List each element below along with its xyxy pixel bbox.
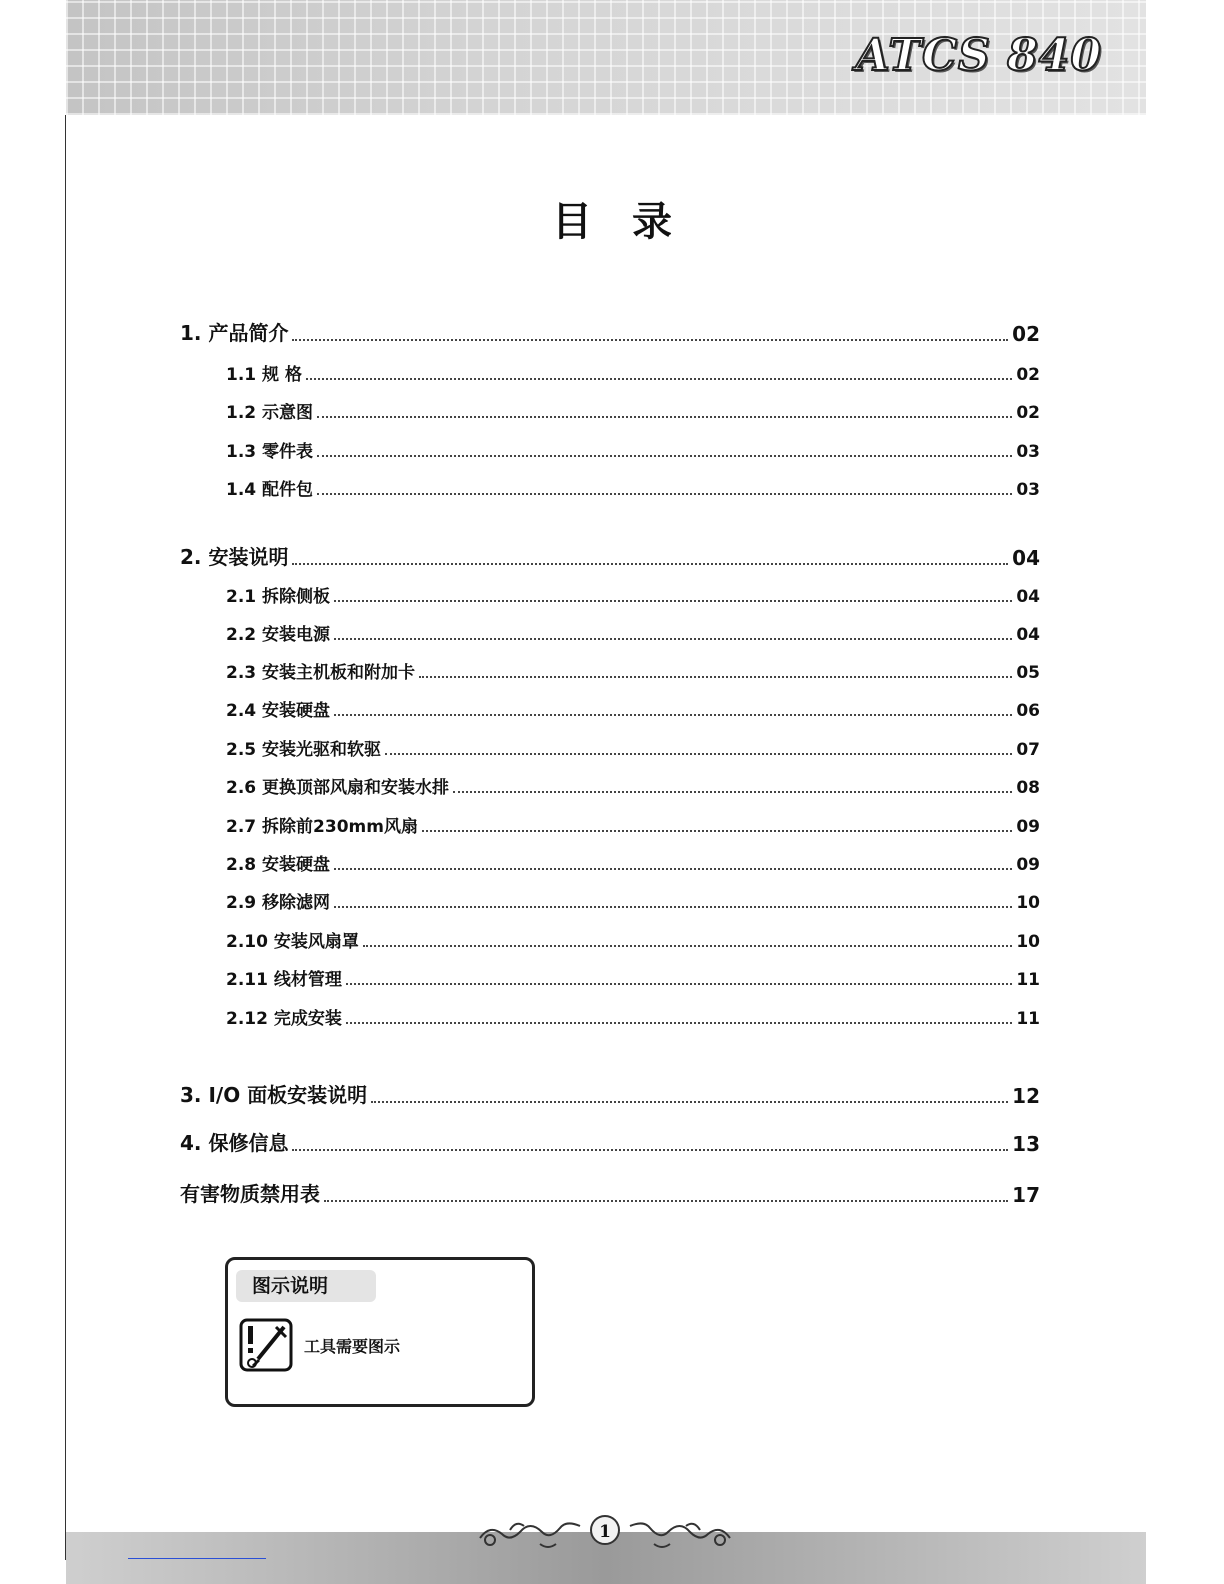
toc-entry-label: 2.6 更换顶部风扇和安装水排	[226, 778, 450, 798]
toc-leader-dots	[306, 378, 1012, 380]
toc-entry-page: 03	[1016, 442, 1040, 462]
toc-entry[interactable]	[180, 432, 1040, 462]
toc-entry-page: 12	[1012, 1084, 1040, 1108]
toc-entry-page: 10	[1016, 893, 1040, 913]
toc-entry-page: 10	[1016, 932, 1040, 952]
toc-entry-label: 1.3 零件表	[226, 442, 314, 462]
tool-icon	[238, 1317, 294, 1373]
toc-entry[interactable]	[180, 615, 1040, 645]
toc-entry[interactable]	[180, 577, 1040, 607]
toc-entry[interactable]	[180, 355, 1040, 385]
toc-entry-page: 05	[1016, 663, 1040, 683]
toc-entry[interactable]	[180, 691, 1040, 721]
toc-entry-page: 02	[1016, 403, 1040, 423]
toc-leader-dots	[346, 1022, 1012, 1024]
toc-entry-label: 4. 保修信息	[180, 1131, 289, 1155]
brand-logo: ATCS 840	[855, 30, 1102, 81]
toc-leader-dots	[419, 676, 1012, 678]
toc-entry-label: 2.5 安装光驱和软驱	[226, 740, 382, 760]
toc-entry[interactable]	[180, 960, 1040, 990]
toc-entry-label: 2.4 安装硬盘	[226, 701, 331, 721]
toc-entry[interactable]	[180, 316, 1040, 346]
toc-entry-page: 04	[1016, 625, 1040, 645]
toc-leader-dots	[292, 563, 1008, 565]
toc-entry[interactable]	[180, 883, 1040, 913]
toc-entry-label: 2.8 安装硬盘	[226, 855, 331, 875]
legend-title: 图示说明	[236, 1270, 376, 1302]
toc-entry-label: 3. I/O 面板安装说明	[180, 1083, 368, 1107]
toc-entry[interactable]	[180, 768, 1040, 798]
toc-leader-dots	[292, 339, 1008, 341]
toc-entry-label: 2. 安装说明	[180, 545, 289, 569]
toc-entry-page: 11	[1016, 970, 1040, 990]
toc-leader-dots	[317, 455, 1012, 457]
toc-leader-dots	[324, 1200, 1008, 1202]
toc-leader-dots	[371, 1101, 1008, 1103]
toc-entry[interactable]	[180, 1177, 1040, 1207]
toc-entry[interactable]	[180, 730, 1040, 760]
toc-entry-page: 13	[1012, 1132, 1040, 1156]
toc-leader-dots	[334, 600, 1012, 602]
toc-entry-label: 1.1 规 格	[226, 365, 302, 385]
toc-entry-page: 17	[1012, 1183, 1040, 1207]
toc-entry[interactable]	[180, 999, 1040, 1029]
footer-link-underline	[128, 1558, 266, 1559]
toc-entry-label: 2.3 安装主机板和附加卡	[226, 663, 416, 683]
toc-entry-label: 2.2 安装电源	[226, 625, 331, 645]
toc-entry-label: 1. 产品简介	[180, 321, 289, 345]
toc-leader-dots	[453, 791, 1012, 793]
toc-entry[interactable]	[180, 845, 1040, 875]
toc-entry-page: 03	[1016, 480, 1040, 500]
legend-text: 工具需要图示	[304, 1337, 401, 1356]
toc-leader-dots	[363, 945, 1012, 947]
toc-leader-dots	[292, 1149, 1008, 1151]
toc-leader-dots	[334, 638, 1012, 640]
page-title: 目录	[552, 199, 712, 245]
toc-entry-label: 2.9 移除滤网	[226, 893, 331, 913]
toc-leader-dots	[334, 868, 1012, 870]
toc-entry-label: 2.11 线材管理	[226, 970, 342, 990]
legend-box	[225, 1257, 535, 1407]
toc-entry[interactable]	[180, 1078, 1040, 1108]
toc-entry-page: 04	[1012, 546, 1040, 570]
toc-entry-page: 11	[1016, 1009, 1040, 1029]
toc-entry-label: 1.4 配件包	[226, 480, 314, 500]
toc-entry-page: 08	[1016, 778, 1040, 798]
toc-entry[interactable]	[180, 1126, 1040, 1156]
toc-leader-dots	[422, 830, 1012, 832]
toc-entry-page: 02	[1016, 365, 1040, 385]
toc-entry[interactable]	[180, 540, 1040, 570]
left-margin-rule	[65, 115, 66, 1560]
toc-entry[interactable]	[180, 653, 1040, 683]
toc-entry-page: 07	[1016, 740, 1040, 760]
toc-entry-label: 2.10 安装风扇罩	[226, 932, 359, 952]
toc-entry[interactable]	[180, 807, 1040, 837]
page-number: 1	[590, 1515, 620, 1545]
toc-entry-page: 06	[1016, 701, 1040, 721]
toc-entry-label: 2.12 完成安装	[226, 1009, 342, 1029]
toc-entry-label: 2.7 拆除前230mm风扇	[226, 817, 418, 837]
toc-entry[interactable]	[180, 922, 1040, 952]
toc-leader-dots	[385, 753, 1012, 755]
toc-entry[interactable]	[180, 393, 1040, 423]
toc-entry[interactable]	[180, 470, 1040, 500]
toc-leader-dots	[334, 714, 1012, 716]
toc-leader-dots	[317, 416, 1012, 418]
toc-entry-label: 1.2 示意图	[226, 403, 314, 423]
toc-leader-dots	[317, 493, 1012, 495]
toc-leader-dots	[346, 983, 1012, 985]
toc-entry-page: 09	[1016, 855, 1040, 875]
toc-entry-page: 02	[1012, 322, 1040, 346]
toc-entry-page: 04	[1016, 587, 1040, 607]
toc-entry-label: 2.1 拆除侧板	[226, 587, 331, 607]
header-band	[66, 0, 1146, 115]
toc-entry-label: 有害物质禁用表	[180, 1182, 320, 1206]
toc-entry-page: 09	[1016, 817, 1040, 837]
toc-leader-dots	[334, 906, 1012, 908]
